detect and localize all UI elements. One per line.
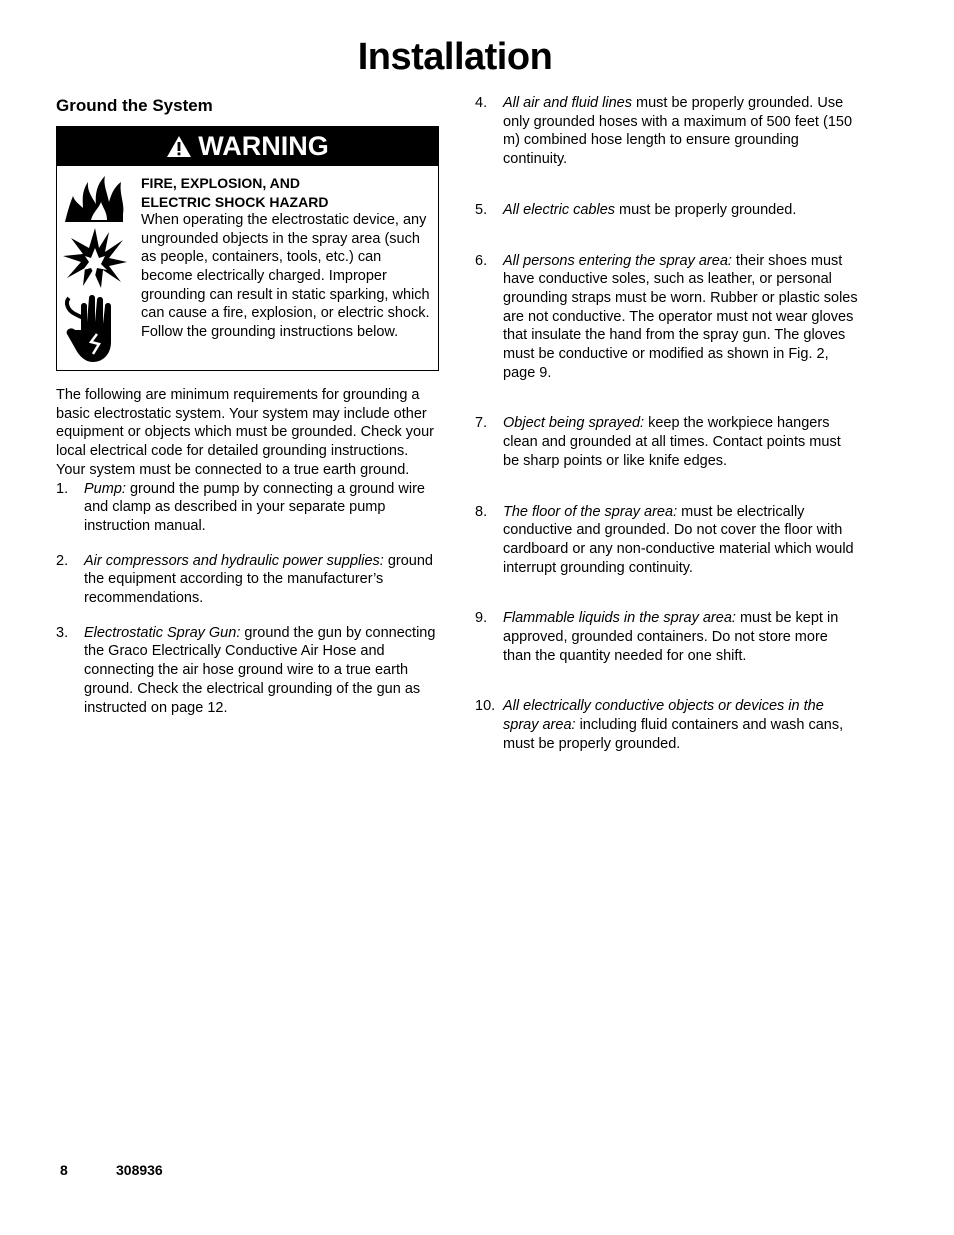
list-item [475,252,860,383]
item-text: including fluid containers and wash cans, must be properly grounded. [503,717,844,752]
list-item [56,480,438,536]
item-number: 1. [56,480,69,497]
warning-triangle-icon [166,135,192,158]
list-item [475,94,860,169]
hazard-icons [63,174,135,364]
list-item [475,414,860,470]
intro-paragraph: The following are minimum requirements for grounding a basic electrostatic system. Your system may include other equipment or objects which must be grounded. Check your local electrical code for detailed grounding instructions. Your system must be connected to a true earth ground. [56,387,435,478]
fire-icon [63,174,127,224]
list-item [56,552,438,608]
item-label: The floor of the spray area: [503,503,678,520]
item-number: 9. [475,610,488,627]
list-item [56,624,438,718]
page-title: Installation [357,36,553,78]
hazard-title-line1: FIRE, EXPLOSION, AND [141,175,300,191]
item-number: 7. [475,415,488,432]
list-item [475,201,860,220]
explosion-icon [63,228,127,288]
list-item [475,503,860,578]
item-label: Electrostatic Spray Gun: [84,624,241,641]
list-item [475,609,860,665]
warning-header [57,127,438,166]
item-label: All air and fluid lines [503,95,632,111]
item-text: must be properly grounded. [615,201,797,218]
requirements-list-left [56,480,438,718]
item-text: their shoes must have conductive soles, such as leather, or personal grounding straps must be worn. Rubber or plastic soles are not conductive. The operator must not wear gloves that insulate the hand from the spray gun. The gloves must be conductive or modified as shown in Fig. 2, page 9. [503,252,858,381]
item-number: 3. [56,624,69,641]
list-item [475,697,860,753]
item-text: must be electrically conductive and grounded. Do not cover the floor with cardboard or any non-conductive material which would interrupt grounding continuity. [503,503,854,576]
document-number: 308936 [116,1162,163,1178]
item-text: ground the pump by connecting a ground wire and clamp as described in your separate pump instruction manual. [84,480,425,534]
section-heading: Ground the System [56,96,213,115]
item-text: ground the equipment according to the manufacturer’s recommendations. [84,552,433,607]
hazard-title-line2: ELECTRIC SHOCK HAZARD [141,193,329,210]
item-number: 2. [56,552,69,569]
requirements-list-right [475,94,860,754]
item-label: Object being sprayed: [503,415,645,432]
item-number: 6. [475,252,488,269]
item-number: 5. [475,201,488,218]
item-text: must be kept in approved, grounded containers. Do not store more than the quantity needed for one shift. [503,610,839,664]
warning-box [56,126,439,371]
item-label: Pump: [84,480,126,497]
item-label: Flammable liquids in the spray area: [503,610,736,627]
left-column [56,94,438,733]
warning-description: When operating the electrostatic device, any ungrounded objects in the spray area (such as people, containers, tools, etc.) can become electrically charged. Improper grounding can result in static sparking, which can cause a fire, explosion, or electric shock. Follow the grounding instructions below. [141,212,430,340]
item-label: All persons entering the spray area: [503,252,732,269]
warning-title: WARNING [198,131,329,161]
item-number: 8. [475,503,488,520]
warning-body [57,166,438,370]
electric-shock-icon [63,292,127,364]
page-footer [60,1162,163,1178]
right-column [475,94,860,786]
item-number: 4. [475,95,488,111]
item-label: All electrically conductive objects or devices in the spray area: [503,698,824,734]
item-number: 10. [475,698,496,715]
item-label: Air compressors and hydraulic power supplies: [84,552,384,569]
page-number: 8 [60,1162,68,1178]
item-text: must be properly grounded. Use only grounded hoses with a maximum of 500 feet (150 m) combined hose length to ensure grounding continuity. [503,95,853,168]
item-text: keep the workpiece hangers clean and grounded at all times. Contact points must be sharp points or like knife edges. [503,415,841,469]
warning-text-block [141,174,430,364]
item-text: ground the gun by connecting the Graco Electrically Conductive Air Hose and connecting the air hose ground wire to a true earth ground. Check the electrical grounding of the gun as instructed on page 12. [84,624,436,716]
item-label: All electric cables [503,201,616,218]
